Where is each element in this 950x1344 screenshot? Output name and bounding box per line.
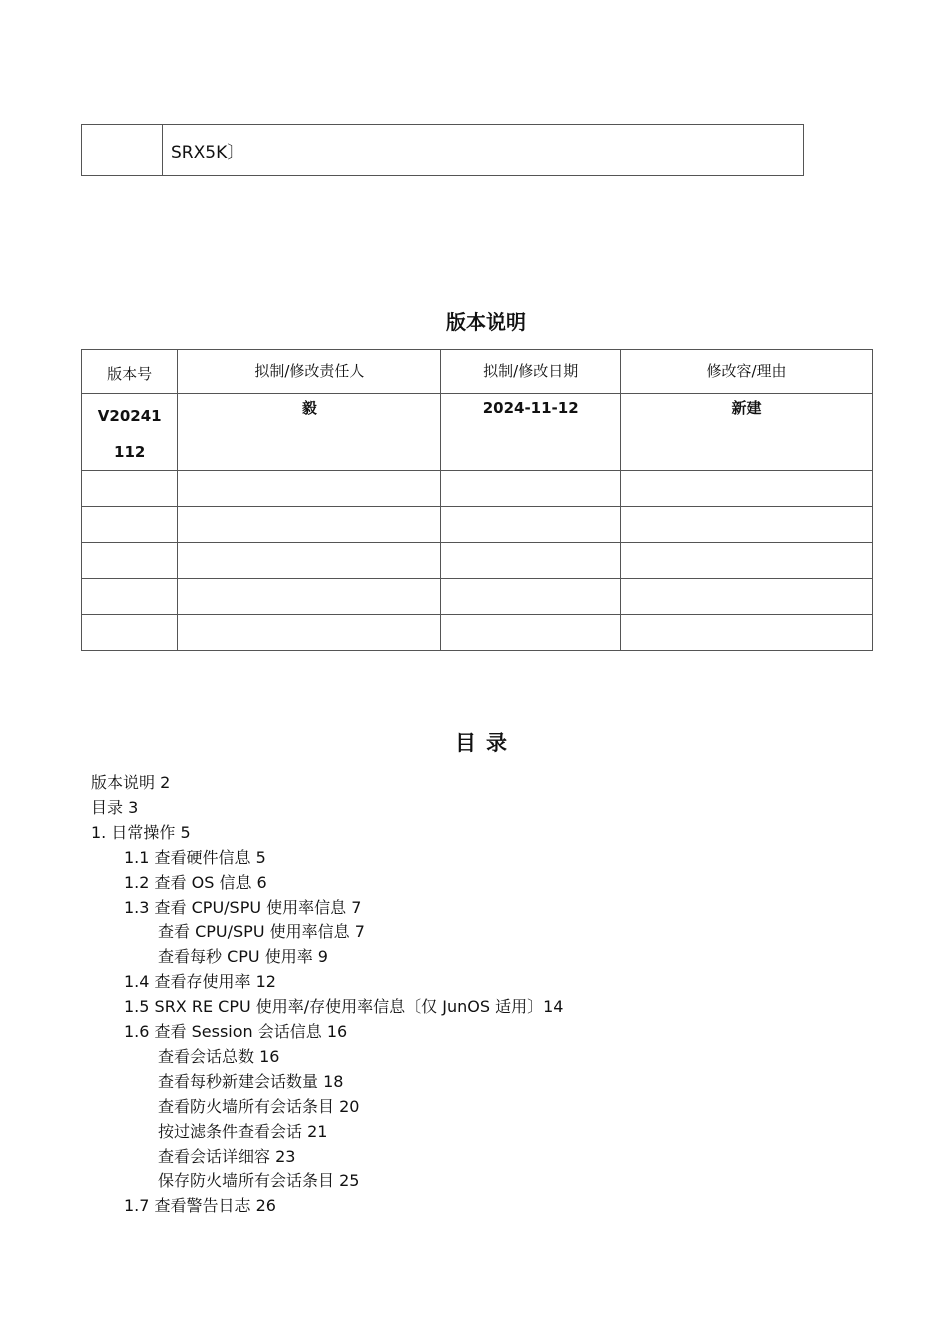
toc-entry[interactable]: 查看每秒新建会话数量 18 — [158, 1071, 344, 1091]
toc-entry[interactable]: 1. 日常操作 5 — [91, 822, 191, 842]
version-table-empty-row — [82, 543, 873, 579]
toc-entry[interactable]: 按过滤条件查看会话 21 — [158, 1121, 328, 1141]
modify-reason-cell: 新建 — [621, 394, 873, 471]
header-info-cell-title: SRX5K〕 — [163, 125, 804, 176]
version-section-heading: 版本说明 — [446, 310, 526, 334]
toc-entry[interactable]: 查看会话详细容 23 — [158, 1146, 296, 1166]
toc-entry[interactable]: 版本说明 2 — [91, 773, 171, 792]
toc-entry[interactable]: 1.1 查看硬件信息 5 — [124, 847, 266, 867]
toc-entry[interactable]: 1.2 查看 OS 信息 6 — [124, 872, 267, 892]
toc-heading: 目录 — [455, 731, 517, 755]
toc-entry[interactable]: 查看 CPU/SPU 使用率信息 7 — [158, 922, 365, 942]
header-modify-reason: 修改容/理由 — [621, 350, 873, 394]
version-number-line2: 112 — [114, 443, 146, 461]
version-table-empty-row — [82, 507, 873, 543]
toc-entry[interactable]: 保存防火墙所有会话条目 25 — [158, 1171, 360, 1191]
version-table — [81, 349, 873, 651]
header-version-number: 版本号 — [82, 350, 178, 394]
header-modify-date: 拟制/修改日期 — [441, 350, 621, 394]
version-number-cell — [82, 394, 178, 471]
header-info-cell-empty — [82, 125, 163, 176]
toc-entry[interactable]: 1.7 查看警告日志 26 — [124, 1196, 276, 1216]
version-table-empty-row — [82, 579, 873, 615]
toc-entry[interactable]: 目录 3 — [91, 797, 139, 817]
toc-entry[interactable]: 1.5 SRX RE CPU 使用率/存使用率信息〔仅 JunOS 适用〕14 — [124, 997, 564, 1017]
toc-entry[interactable]: 查看会话总数 16 — [158, 1046, 280, 1066]
toc-entry[interactable]: 1.3 查看 CPU/SPU 使用率信息 7 — [124, 897, 362, 917]
version-table-header-row — [82, 350, 873, 394]
version-number-line1: V20241 — [97, 407, 162, 425]
modify-date-cell: 2024-11-12 — [441, 394, 621, 471]
header-info-table — [81, 124, 804, 176]
header-responsible-person: 拟制/修改责任人 — [178, 350, 441, 394]
version-table-row — [82, 394, 873, 471]
responsible-person-cell: 毅 — [178, 394, 441, 471]
toc-entry[interactable]: 1.6 查看 Session 会话信息 16 — [124, 1022, 348, 1041]
toc-entry[interactable]: 查看每秒 CPU 使用率 9 — [158, 947, 328, 967]
toc-entry[interactable]: 1.4 查看存使用率 12 — [124, 972, 276, 992]
version-table-empty-row — [82, 615, 873, 651]
version-table-empty-row — [82, 471, 873, 507]
toc-entry[interactable]: 查看防火墙所有会话条目 20 — [158, 1096, 360, 1116]
